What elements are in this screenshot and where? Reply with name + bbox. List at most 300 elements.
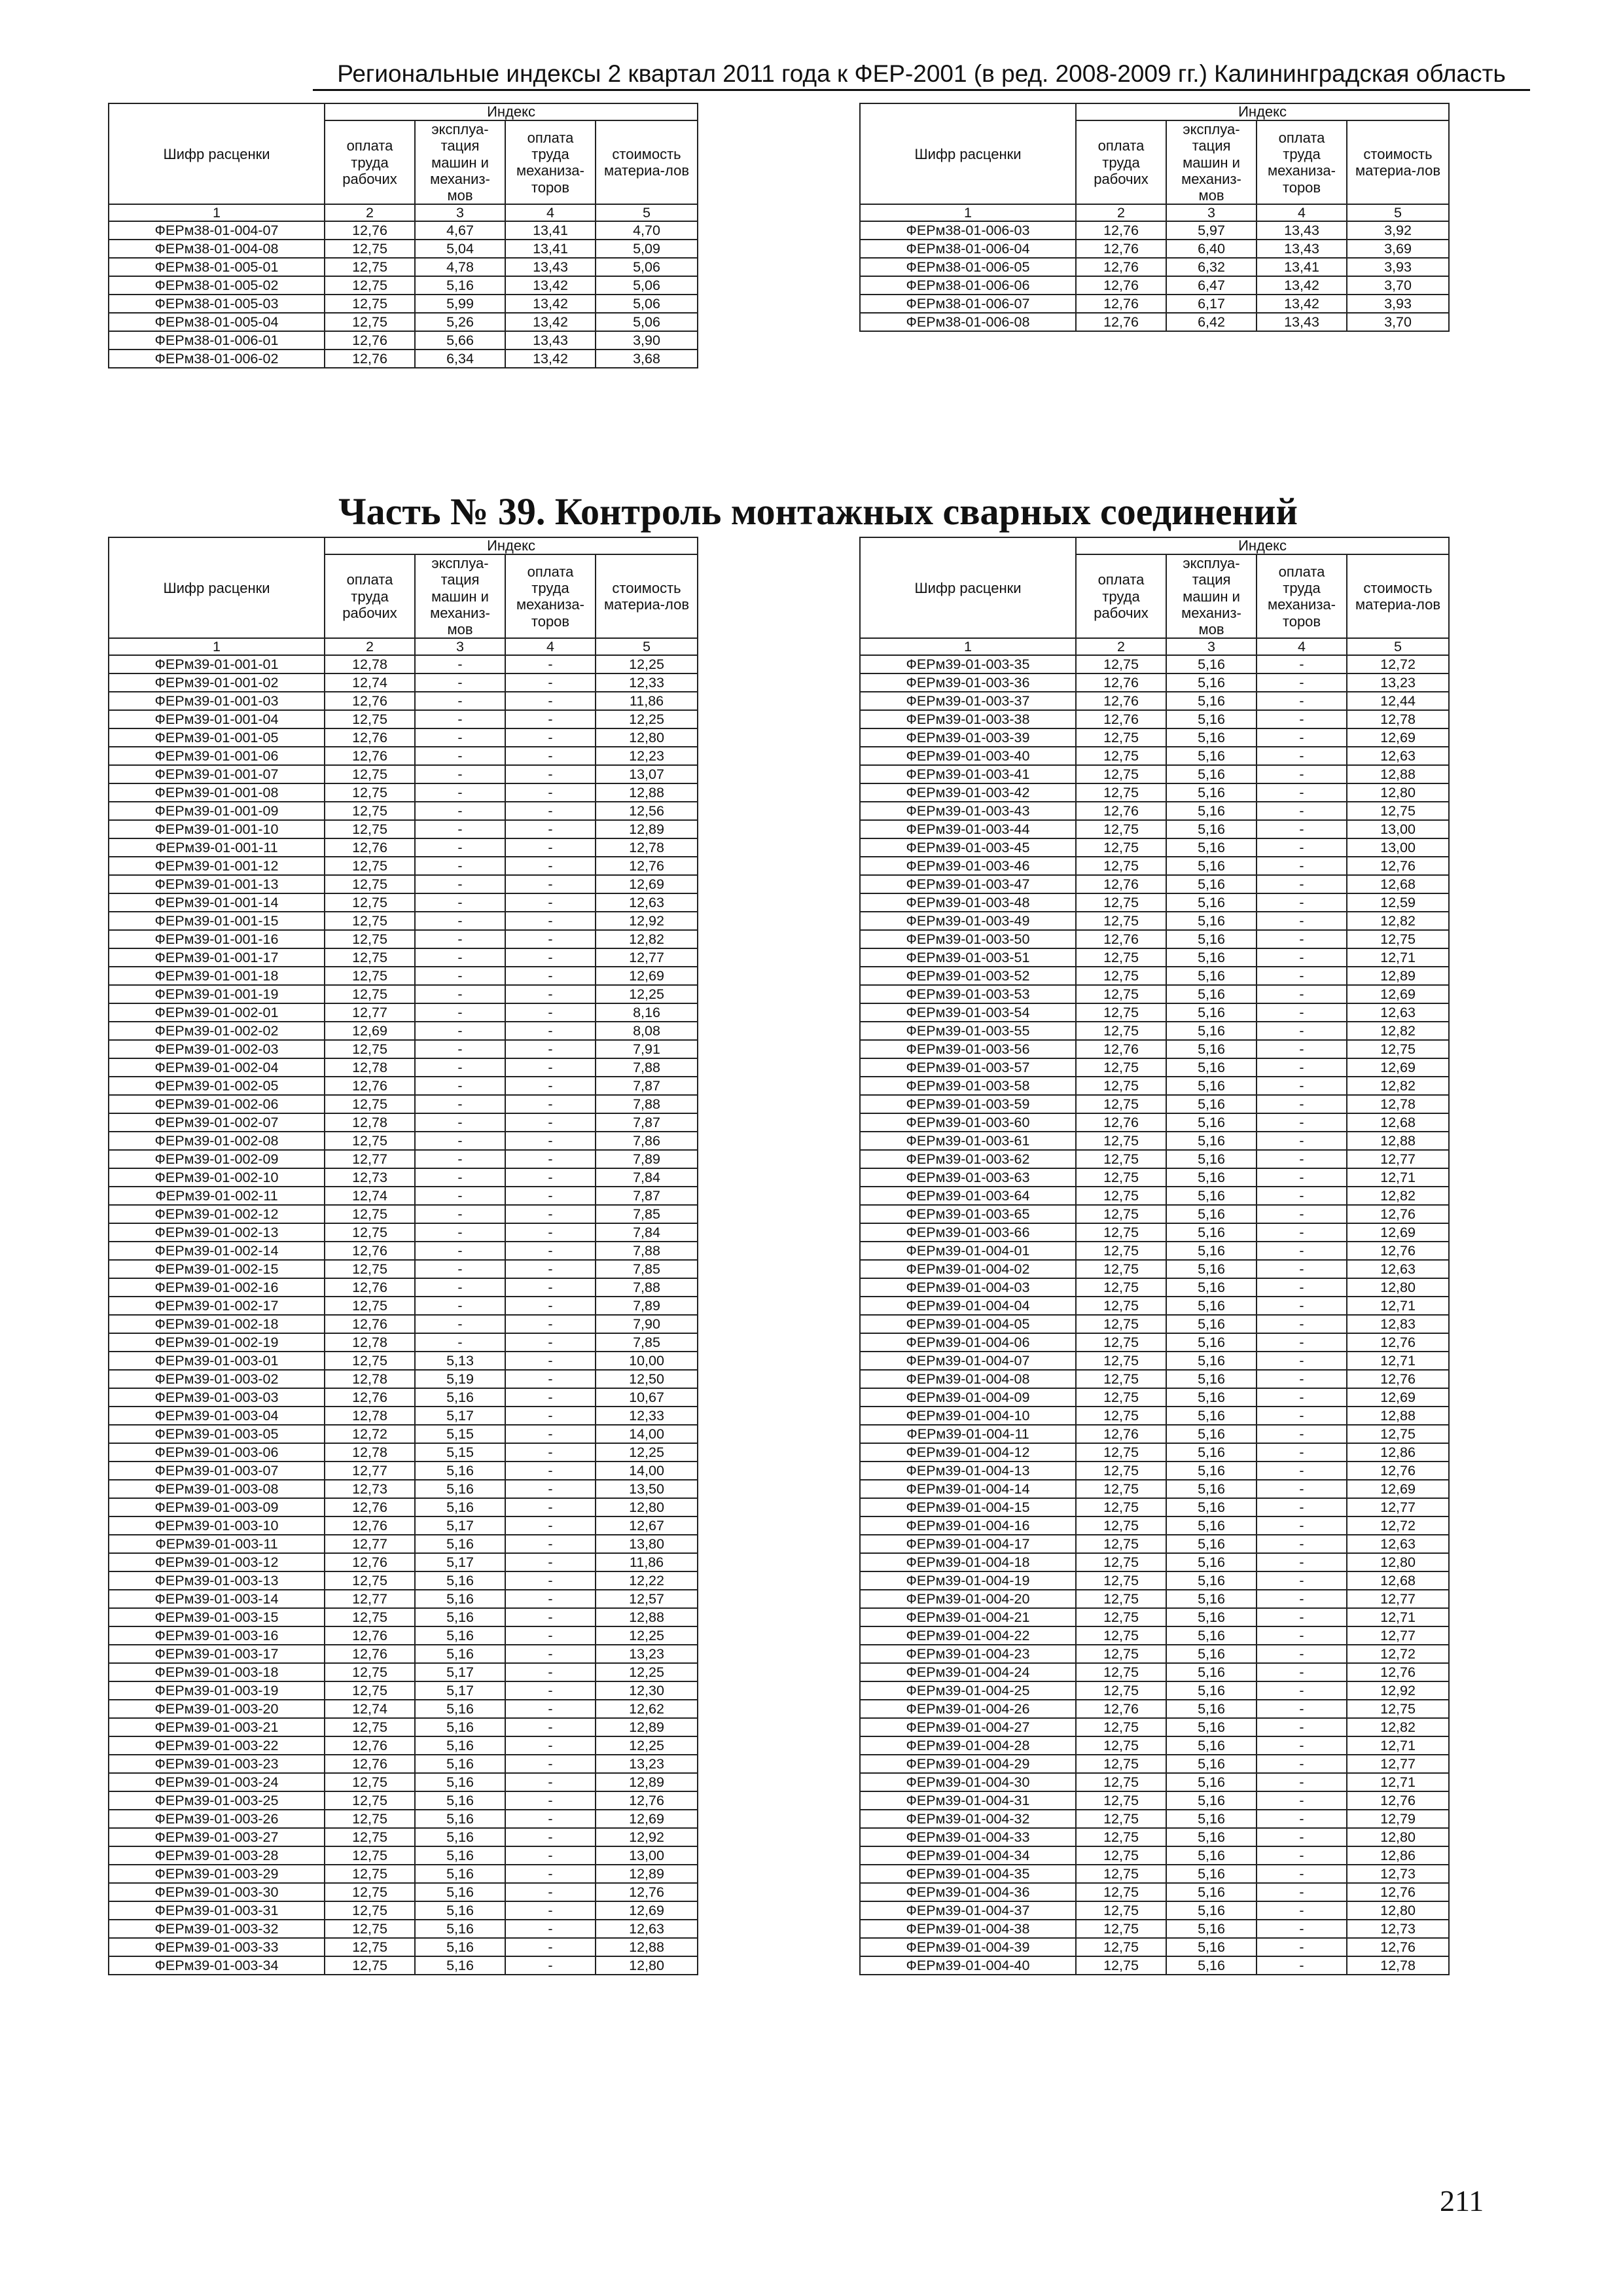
index-value-cell: - [505,1626,596,1645]
column-header-code: Шифр расценки [860,103,1076,204]
table-row [109,1407,698,1425]
rate-code-cell: ФЕРм38-01-006-04 [860,240,1076,258]
table-row [109,655,698,673]
index-value-cell: 5,16 [1166,673,1257,692]
index-value-cell: 13,00 [1347,820,1449,838]
table-row [109,1571,698,1590]
index-value-cell: 12,69 [1347,728,1449,747]
index-value-cell: 12,75 [1076,985,1166,1003]
index-value-cell: 12,75 [325,1901,415,1920]
index-value-cell: - [1257,1571,1347,1590]
index-value-cell: - [505,857,596,875]
index-value-cell: - [1257,930,1347,948]
index-value-cell: 5,16 [415,1645,505,1663]
table-row [109,1260,698,1278]
index-value-cell: 5,16 [1166,765,1257,783]
index-value-cell: 11,86 [596,692,698,710]
index-value-cell: 12,75 [325,1865,415,1883]
index-value-cell: 12,76 [325,1315,415,1333]
index-value-cell: 12,86 [1347,1443,1449,1462]
table-row [860,1553,1449,1571]
index-value-cell: 5,99 [415,295,505,313]
index-value-cell: 5,16 [1166,1077,1257,1095]
index-value-cell: - [505,1718,596,1736]
table-row [860,692,1449,710]
table-row [109,1883,698,1901]
index-value-cell: - [505,912,596,930]
index-value-cell: 12,76 [325,1755,415,1773]
table-row [860,1791,1449,1810]
index-value-cell: 12,76 [1347,1205,1449,1223]
index-value-cell: 5,16 [415,1865,505,1883]
index-value-cell: 12,75 [325,1571,415,1590]
index-value-cell: 14,00 [596,1425,698,1443]
rate-code-cell: ФЕРм39-01-003-62 [860,1150,1076,1168]
index-value-cell: 12,75 [1076,1755,1166,1773]
index-value-cell: 12,69 [596,967,698,985]
index-value-cell: 5,04 [415,240,505,258]
index-value-cell: 12,25 [596,1663,698,1681]
index-value-cell: 7,90 [596,1315,698,1333]
index-value-cell: 12,69 [596,1901,698,1920]
index-value-cell: - [415,765,505,783]
index-value-cell: 12,75 [325,1608,415,1626]
table-row [860,875,1449,893]
index-value-cell: - [1257,783,1347,802]
index-value-cell: - [415,1205,505,1223]
rate-code-cell: ФЕРм39-01-003-16 [109,1626,325,1645]
table-row [860,985,1449,1003]
rate-code-cell: ФЕРм39-01-004-21 [860,1608,1076,1626]
rate-code-cell: ФЕРм39-01-003-28 [109,1846,325,1865]
index-value-cell: 13,42 [505,350,596,368]
index-value-cell: 3,92 [1347,221,1449,240]
index-value-cell: 5,16 [1166,875,1257,893]
index-value-cell: - [1257,1297,1347,1315]
table-row [109,765,698,783]
index-value-cell: 12,76 [325,1242,415,1260]
index-value-cell: 5,16 [1166,820,1257,838]
table-row [860,1480,1449,1498]
table-row [109,1791,698,1810]
index-value-cell: 12,75 [1076,1663,1166,1681]
table-row [109,1132,698,1150]
index-value-cell: - [505,1846,596,1865]
index-value-cell: - [1257,765,1347,783]
index-value-cell: 5,16 [1166,1571,1257,1590]
index-value-cell: 5,16 [1166,710,1257,728]
column-number: 5 [1347,204,1449,221]
rate-code-cell: ФЕРм39-01-003-43 [860,802,1076,820]
rate-code-cell: ФЕРм39-01-001-06 [109,747,325,765]
index-value-cell: - [415,1260,505,1278]
index-value-cell: 5,16 [1166,1516,1257,1535]
index-value-cell: 5,16 [1166,1480,1257,1498]
index-value-cell: 12,78 [1347,710,1449,728]
rate-code-cell: ФЕРм39-01-004-24 [860,1663,1076,1681]
index-value-cell: - [505,875,596,893]
index-value-cell: 5,16 [1166,985,1257,1003]
index-value-cell: 12,74 [325,1700,415,1718]
index-value-cell: 12,76 [1076,875,1166,893]
rate-code-cell: ФЕРм39-01-002-19 [109,1333,325,1352]
table-row [109,1443,698,1462]
rate-code-cell: ФЕРм39-01-004-14 [860,1480,1076,1498]
index-value-cell: 8,08 [596,1022,698,1040]
rate-code-cell: ФЕРм39-01-003-34 [109,1956,325,1975]
index-value-cell: 12,76 [1076,258,1166,276]
rate-code-cell: ФЕРм39-01-003-45 [860,838,1076,857]
rate-code-cell: ФЕРм39-01-004-25 [860,1681,1076,1700]
index-value-cell: 12,75 [1076,820,1166,838]
table-row [109,1828,698,1846]
column-header-c3: эксплуа-тация машин и механиз-мов [1166,554,1257,638]
table-row [860,1810,1449,1828]
index-value-cell: - [1257,1773,1347,1791]
table-row [109,1773,698,1791]
index-value-cell: 12,76 [325,1388,415,1407]
index-value-cell: 5,16 [1166,1736,1257,1755]
index-value-cell: - [1257,1187,1347,1205]
rate-code-cell: ФЕРм39-01-003-65 [860,1205,1076,1223]
index-value-cell: 12,75 [325,1883,415,1901]
table-row [109,1077,698,1095]
rate-code-cell: ФЕРм39-01-003-02 [109,1370,325,1388]
index-value-cell: 7,88 [596,1058,698,1077]
index-value-cell: - [415,967,505,985]
index-value-cell: - [1257,802,1347,820]
index-value-cell: 12,76 [325,1498,415,1516]
index-value-cell: - [1257,912,1347,930]
index-value-cell: 12,76 [1076,673,1166,692]
index-value-cell: - [1257,1535,1347,1553]
index-value-cell: 12,75 [325,1205,415,1223]
index-value-cell: 12,75 [1347,1425,1449,1443]
rate-code-cell: ФЕРм39-01-003-54 [860,1003,1076,1022]
index-value-cell: 12,75 [1076,1810,1166,1828]
index-value-cell: 12,75 [1347,802,1449,820]
table-row [109,1315,698,1333]
rate-code-cell: ФЕРм39-01-003-27 [109,1828,325,1846]
index-value-cell: - [1257,673,1347,692]
index-value-cell: 12,80 [1347,1828,1449,1846]
index-value-cell: 12,75 [1076,857,1166,875]
index-value-cell: 12,75 [1076,1773,1166,1791]
index-value-cell: - [505,1535,596,1553]
index-value-cell: 5,19 [415,1370,505,1388]
index-value-cell: 12,75 [1076,1956,1166,1975]
index-value-cell: 13,41 [505,240,596,258]
index-value-cell: 12,68 [1347,1571,1449,1590]
index-value-cell: - [1257,692,1347,710]
index-value-cell: 5,17 [415,1553,505,1571]
index-value-cell: 5,16 [1166,1333,1257,1352]
index-value-cell: 5,16 [415,1920,505,1938]
index-value-cell: 5,16 [1166,1297,1257,1315]
rate-code-cell: ФЕРм39-01-003-33 [109,1938,325,1956]
table-row [109,1865,698,1883]
table-row [860,276,1449,295]
index-value-cell: - [415,1223,505,1242]
index-value-cell: 7,89 [596,1297,698,1315]
index-value-cell: 13,50 [596,1480,698,1498]
index-value-cell: 13,07 [596,765,698,783]
index-value-cell: 7,87 [596,1077,698,1095]
rate-code-cell: ФЕРм39-01-004-28 [860,1736,1076,1755]
index-value-cell: - [1257,1168,1347,1187]
index-value-cell: - [415,820,505,838]
table-row [860,1113,1449,1132]
index-value-cell: 12,92 [596,1828,698,1846]
rate-code-cell: ФЕРм39-01-003-55 [860,1022,1076,1040]
table-row [109,1352,698,1370]
index-value-cell: 12,78 [325,1407,415,1425]
index-value-cell: 12,75 [1076,728,1166,747]
index-value-cell: - [505,1608,596,1626]
index-value-cell: 12,75 [1076,765,1166,783]
rate-code-cell: ФЕРм39-01-004-22 [860,1626,1076,1645]
rate-code-cell: ФЕРм39-01-003-07 [109,1462,325,1480]
index-value-cell: - [505,967,596,985]
index-value-cell: - [505,1810,596,1828]
index-value-cell: 5,16 [1166,1022,1257,1040]
index-value-cell: - [1257,1425,1347,1443]
index-value-cell: - [505,1883,596,1901]
index-value-cell: 4,67 [415,221,505,240]
index-value-cell: 5,17 [415,1663,505,1681]
index-value-cell: 5,16 [1166,967,1257,985]
index-value-cell: 12,75 [325,1938,415,1956]
index-value-cell: 12,67 [596,1516,698,1535]
rate-code-cell: ФЕРм39-01-003-58 [860,1077,1076,1095]
index-value-cell: - [1257,655,1347,673]
index-value-cell: 5,16 [1166,1663,1257,1681]
index-value-cell: 12,25 [596,1443,698,1462]
column-number: 2 [325,638,415,655]
rate-code-cell: ФЕРм39-01-003-59 [860,1095,1076,1113]
table-row [860,655,1449,673]
index-value-cell: 12,75 [325,1956,415,1975]
index-value-cell: - [505,1297,596,1315]
table-row [860,1443,1449,1462]
table-row [109,1956,698,1975]
index-value-cell: 5,16 [1166,1883,1257,1901]
index-value-cell: 12,25 [596,655,698,673]
index-value-cell: 12,74 [325,1187,415,1205]
index-value-cell: 5,16 [1166,1040,1257,1058]
index-value-cell: 3,68 [596,350,698,368]
rate-code-cell: ФЕРм39-01-003-31 [109,1901,325,1920]
index-value-cell: 5,16 [1166,1095,1257,1113]
index-value-cell: 6,17 [1166,295,1257,313]
rate-code-cell: ФЕРм39-01-003-21 [109,1718,325,1736]
index-value-cell: 12,75 [1076,1168,1166,1187]
index-value-cell: 5,17 [415,1516,505,1535]
rate-code-cell: ФЕРм39-01-002-13 [109,1223,325,1242]
index-value-cell: 12,88 [596,1608,698,1626]
index-value-cell: - [1257,1626,1347,1645]
table-row [109,1608,698,1626]
column-number: 4 [505,638,596,655]
index-value-cell: - [1257,1608,1347,1626]
table-row [109,1480,698,1498]
index-value-cell: 12,78 [596,838,698,857]
index-value-cell: 5,16 [415,1590,505,1608]
index-value-cell: 12,50 [596,1370,698,1388]
index-value-cell: 12,75 [1076,1022,1166,1040]
index-value-cell: 7,84 [596,1168,698,1187]
index-value-cell: - [415,1168,505,1187]
index-value-cell: - [505,1645,596,1663]
table-row [109,1388,698,1407]
index-value-cell: 12,77 [596,948,698,967]
index-value-cell: 12,78 [325,1333,415,1352]
index-value-cell: 12,75 [325,1663,415,1681]
index-value-cell: 12,83 [1347,1315,1449,1333]
index-value-cell: 12,75 [1076,1077,1166,1095]
index-value-cell: 5,26 [415,313,505,331]
index-value-cell: 12,75 [1076,1297,1166,1315]
rate-code-cell: ФЕРм39-01-004-36 [860,1883,1076,1901]
index-value-cell: 12,86 [1347,1846,1449,1865]
index-value-cell: 4,70 [596,221,698,240]
index-value-cell: 12,75 [1076,1370,1166,1388]
index-value-cell: 5,16 [1166,802,1257,820]
index-value-cell: 13,43 [505,331,596,350]
index-value-cell: - [1257,1681,1347,1700]
index-value-cell: - [1257,1260,1347,1278]
index-value-cell: 12,75 [1076,912,1166,930]
index-value-cell: 12,71 [1347,1168,1449,1187]
index-value-cell: 12,62 [596,1700,698,1718]
index-value-cell: - [505,1681,596,1700]
index-value-cell: 5,16 [1166,1700,1257,1718]
index-value-cell: 8,16 [596,1003,698,1022]
index-value-cell: 13,80 [596,1535,698,1553]
table-row [109,1901,698,1920]
rate-code-cell: ФЕРм39-01-002-08 [109,1132,325,1150]
column-number: 5 [596,204,698,221]
index-value-cell: - [1257,1443,1347,1462]
table-row [860,1388,1449,1407]
index-value-cell: 12,76 [1076,1700,1166,1718]
table-row [109,1205,698,1223]
rate-code-cell: ФЕРм39-01-003-63 [860,1168,1076,1187]
index-value-cell: 12,69 [596,875,698,893]
index-value-cell: - [1257,1058,1347,1077]
rate-code-cell: ФЕРм39-01-002-01 [109,1003,325,1022]
index-value-cell: 7,85 [596,1260,698,1278]
column-header-c2: оплата труда рабочих [325,120,415,204]
index-value-cell: 5,16 [1166,1352,1257,1370]
index-value-cell: - [1257,948,1347,967]
index-value-cell: 5,16 [1166,783,1257,802]
index-value-cell: - [505,1553,596,1571]
index-value-cell: 3,70 [1347,313,1449,331]
rate-code-cell: ФЕРм39-01-003-20 [109,1700,325,1718]
index-value-cell: 5,16 [1166,1260,1257,1278]
table-row [109,1516,698,1535]
index-value-cell: - [505,1462,596,1480]
index-value-cell: - [1257,1810,1347,1828]
table-row [109,783,698,802]
index-value-cell: 13,42 [505,295,596,313]
rate-code-cell: ФЕРм39-01-003-44 [860,820,1076,838]
rate-code-cell: ФЕРм38-01-006-03 [860,221,1076,240]
index-value-cell: 12,89 [596,1865,698,1883]
index-value-cell: 13,42 [1257,276,1347,295]
column-number: 2 [325,204,415,221]
index-value-cell: 5,06 [596,276,698,295]
rate-code-cell: ФЕРм39-01-003-26 [109,1810,325,1828]
index-value-cell: 12,76 [1347,1938,1449,1956]
index-value-cell: 5,16 [1166,857,1257,875]
rate-code-cell: ФЕРм39-01-003-56 [860,1040,1076,1058]
column-header-c3: эксплуа-тация машин и механиз-мов [415,120,505,204]
index-value-cell: 12,63 [1347,1260,1449,1278]
index-value-cell: 12,76 [1347,1663,1449,1681]
index-value-cell: 12,80 [1347,1553,1449,1571]
index-value-cell: 12,44 [1347,692,1449,710]
index-value-cell: 12,73 [1347,1865,1449,1883]
index-value-cell: 5,16 [415,1718,505,1736]
table-row [860,838,1449,857]
index-value-cell: - [505,838,596,857]
table-row [860,1516,1449,1535]
table-row [860,1590,1449,1608]
table-row [860,295,1449,313]
index-value-cell: 5,16 [1166,838,1257,857]
index-value-cell: 12,88 [1347,765,1449,783]
table-row [109,1333,698,1352]
index-value-cell: - [415,1333,505,1352]
index-value-cell: - [1257,1370,1347,1388]
index-value-cell: - [415,1022,505,1040]
column-number: 2 [1076,638,1166,655]
table-row [109,875,698,893]
index-value-cell: 12,76 [1076,276,1166,295]
index-value-cell: 12,57 [596,1590,698,1608]
index-value-cell: 12,76 [1076,313,1166,331]
index-value-cell: 14,00 [596,1462,698,1480]
index-value-cell: 12,76 [1347,1370,1449,1388]
table-row [109,1846,698,1865]
table-row [860,673,1449,692]
table-row [860,1626,1449,1645]
index-value-cell: - [415,747,505,765]
index-value-cell: 13,42 [505,276,596,295]
index-value-cell: 12,75 [1076,838,1166,857]
index-value-cell: 12,63 [1347,1003,1449,1022]
index-value-cell: 12,76 [325,1516,415,1535]
index-value-cell: 5,15 [415,1425,505,1443]
index-value-cell: 12,75 [1076,1223,1166,1242]
rate-code-cell: ФЕРм39-01-003-17 [109,1645,325,1663]
index-value-cell: 13,23 [596,1645,698,1663]
index-value-cell: 12,72 [1347,655,1449,673]
table-row [860,765,1449,783]
index-value-cell: 12,75 [325,1040,415,1058]
table-row [860,1736,1449,1755]
index-value-cell: 5,16 [1166,1956,1257,1975]
index-value-cell: 12,76 [325,221,415,240]
index-value-cell: - [1257,1956,1347,1975]
index-value-cell: 12,76 [1347,1242,1449,1260]
index-value-cell: 12,25 [596,985,698,1003]
index-value-cell: 12,75 [325,1920,415,1938]
index-value-cell: - [1257,1223,1347,1242]
index-value-cell: 12,80 [1347,1278,1449,1297]
